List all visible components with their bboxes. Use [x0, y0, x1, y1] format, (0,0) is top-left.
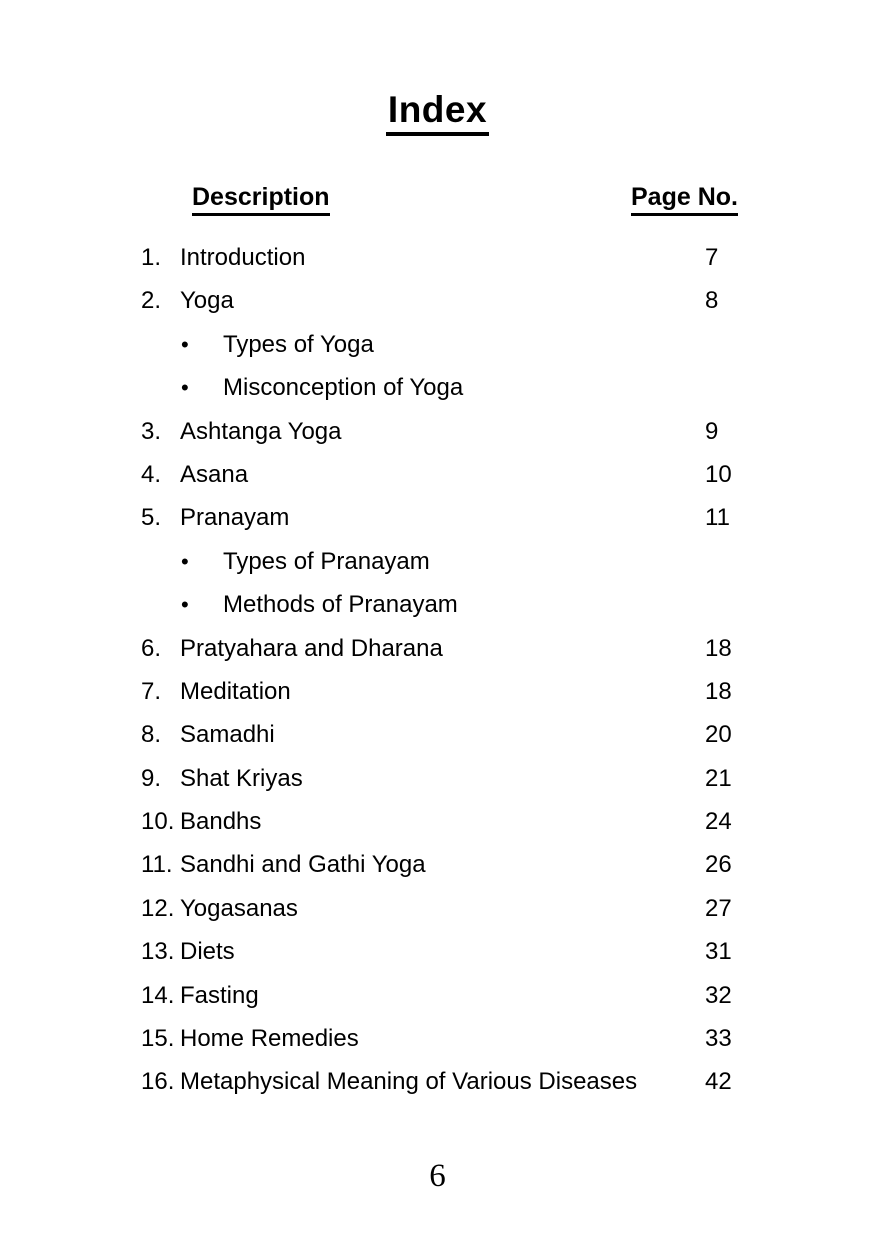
entry-page-number: 31 — [705, 938, 732, 966]
entry-number: 3. — [141, 417, 162, 445]
index-entry-row — [0, 670, 875, 713]
index-entry-row — [0, 1060, 875, 1103]
entry-label: Yoga — [180, 287, 234, 315]
page-title-wrap — [0, 89, 875, 136]
entry-page-number: 42 — [705, 1068, 732, 1096]
index-entry-row — [0, 887, 875, 930]
index-entry-row — [0, 236, 875, 279]
index-entry-row — [0, 453, 875, 496]
entry-number: 10. — [141, 808, 175, 836]
index-entry-row — [0, 366, 875, 409]
page-no-header-label: Page No. — [631, 183, 738, 216]
index-entry-row — [0, 496, 875, 539]
entry-number: 11. — [141, 851, 173, 879]
entry-number: 5. — [141, 504, 162, 532]
footer-page-number: 6 — [429, 1158, 446, 1194]
index-entry-row — [0, 279, 875, 322]
entry-number: 9. — [141, 764, 162, 792]
index-entry-row — [0, 974, 875, 1017]
page-no-column-header — [631, 183, 738, 216]
entry-label: Asana — [180, 460, 249, 488]
entry-number: 14. — [141, 981, 175, 1009]
entry-page-number: 33 — [705, 1025, 732, 1053]
entry-label: Shat Kriyas — [180, 764, 303, 792]
entry-label: Bandhs — [180, 808, 262, 836]
entry-label: Types of Pranayam — [223, 547, 430, 575]
entry-page-number: 10 — [705, 460, 732, 488]
entry-number: 15. — [141, 1025, 175, 1053]
index-entry-row — [0, 323, 875, 366]
index-entry-row — [0, 627, 875, 670]
entry-label: Misconception of Yoga — [223, 374, 464, 402]
index-entry-row — [0, 583, 875, 626]
entry-label: Home Remedies — [180, 1025, 359, 1053]
description-header-label: Description — [192, 183, 330, 216]
entry-label: Samadhi — [180, 721, 275, 749]
index-list — [0, 236, 875, 1104]
entry-label: Pratyahara and Dharana — [180, 634, 443, 662]
bullet-icon: • — [181, 331, 189, 357]
entry-number: 7. — [141, 677, 162, 705]
entry-number: 12. — [141, 894, 175, 922]
bullet-icon: • — [181, 375, 189, 401]
entry-label: Types of Yoga — [223, 330, 374, 358]
entry-number: 8. — [141, 721, 162, 749]
bullet-icon: • — [181, 592, 189, 618]
entry-page-number: 27 — [705, 894, 732, 922]
entry-number: 2. — [141, 287, 162, 315]
entry-label: Diets — [180, 938, 235, 966]
entry-label: Sandhi and Gathi Yoga — [180, 851, 426, 879]
entry-page-number: 18 — [705, 677, 732, 705]
entry-number: 13. — [141, 938, 175, 966]
entry-page-number: 7 — [705, 244, 719, 271]
entry-label: Meditation — [180, 677, 291, 705]
entry-label: Introduction — [180, 244, 306, 271]
index-entry-row — [0, 410, 875, 453]
page-title: Index — [386, 89, 489, 136]
entry-page-number: 11 — [705, 504, 730, 532]
entry-label: Metaphysical Meaning of Various Diseases — [180, 1068, 638, 1096]
entry-number: 6. — [141, 634, 162, 662]
index-entry-row — [0, 540, 875, 583]
index-entry-row — [0, 930, 875, 973]
entry-label: Ashtanga Yoga — [180, 417, 342, 445]
entry-page-number: 32 — [705, 981, 732, 1009]
entry-page-number: 8 — [705, 287, 719, 315]
footer-page-number-wrap — [0, 1158, 875, 1195]
index-entry-row — [0, 843, 875, 886]
description-column-header — [192, 183, 330, 216]
entry-number: 1. — [141, 244, 162, 271]
entry-label: Methods of Pranayam — [223, 591, 458, 619]
entry-page-number: 18 — [705, 634, 732, 662]
entry-page-number: 26 — [705, 851, 732, 879]
index-entry-row — [0, 713, 875, 756]
entry-label: Fasting — [180, 981, 259, 1009]
entry-number: 16. — [141, 1068, 175, 1096]
entry-page-number: 20 — [705, 721, 732, 749]
entry-page-number: 21 — [705, 764, 732, 792]
entry-page-number: 24 — [705, 808, 732, 836]
index-entry-row — [0, 757, 875, 800]
bullet-icon: • — [181, 548, 189, 574]
index-entry-row — [0, 1017, 875, 1060]
entry-label: Yogasanas — [180, 894, 298, 922]
entry-label: Pranayam — [180, 504, 290, 532]
entry-page-number: 9 — [705, 417, 719, 445]
index-entry-row — [0, 800, 875, 843]
entry-number: 4. — [141, 460, 162, 488]
